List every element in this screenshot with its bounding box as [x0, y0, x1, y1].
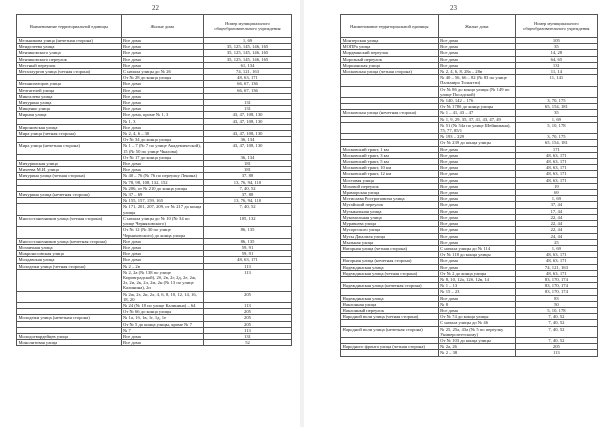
- cell-territory: Московский тракт, 12 км: [341, 171, 439, 177]
- cell-houses: № 8, 10, 12а, 12б, 12в, 14: [438, 276, 515, 282]
- cell-territory: [17, 269, 122, 291]
- cell-school-number: 35: [515, 44, 597, 50]
- cell-houses: С начала улицы до № 46: [438, 320, 515, 326]
- cell-school-number: 7, 40, 52: [515, 320, 597, 326]
- header-school-number: Номер муниципального общеобразовательного учреждения: [204, 15, 292, 38]
- cell-houses: Все дома: [438, 227, 515, 233]
- cell-houses: № 2 – 38: [438, 350, 515, 356]
- cell-school-number: 113: [204, 327, 292, 333]
- cell-territory: Московский тракт, 3 км: [341, 152, 439, 158]
- cell-school-number: 1, 69: [515, 245, 597, 251]
- cell-school-number: 59, 91: [204, 244, 292, 250]
- cell-school-number: 48, 63, 171: [515, 159, 597, 165]
- cell-territory: Моршанская улица: [341, 62, 439, 68]
- cell-school-number: 22, 44: [515, 227, 597, 233]
- cell-territory: Наклонная улица: [341, 301, 439, 307]
- table-row: [341, 326, 598, 337]
- cell-territory: Монолитовая улица: [17, 340, 122, 346]
- cell-houses: Все дома: [121, 124, 204, 130]
- cell-school-number: 86, 135: [204, 238, 292, 244]
- cell-school-number: 3, 70, 175: [515, 134, 597, 140]
- cell-school-number: 48, 63, 171: [204, 257, 292, 263]
- cell-houses: Все дома: [121, 87, 204, 93]
- cell-territory: Мечтателей улица: [17, 87, 122, 93]
- cell-territory: [17, 204, 122, 215]
- cell-houses: № 7: [121, 327, 204, 333]
- cell-houses: Все дома: [438, 38, 515, 44]
- table-row: [17, 69, 292, 75]
- cell-school-number: 7, 40, 52: [515, 337, 597, 343]
- table-row: [341, 350, 598, 356]
- cell-territory: [17, 291, 122, 302]
- cell-houses: С начала улицы до № 10 (№ 34 по улице Черняховского): [121, 215, 204, 226]
- cell-school-number: 35, 125, 145, 146, 165: [204, 56, 292, 62]
- cell-school-number: 48, 63, 171: [515, 171, 597, 177]
- cell-houses: № 1 – 41, 43 – 47: [438, 110, 515, 116]
- cell-school-number: 5, 10, 178: [515, 122, 597, 133]
- table-row: [17, 143, 292, 154]
- cell-territory: Морозный переулок: [341, 56, 439, 62]
- cell-school-number: 36, 134: [204, 154, 292, 160]
- cell-houses: № 171, 201, 207, 209, от № 217 до конца улицы: [121, 204, 204, 215]
- header-houses: Жилые дома: [438, 15, 515, 38]
- page-right: [304, 0, 604, 427]
- cell-houses: От № 103 до конца улицы: [438, 337, 515, 343]
- cell-houses: От № 17 до конца улицы: [121, 154, 204, 160]
- cell-school-number: 43, 47, 108, 130: [204, 131, 292, 137]
- cell-territory: Московский тракт, 1 км: [341, 146, 439, 152]
- page-left: [0, 0, 300, 427]
- cell-houses: Все дома, кроме № 1, 3: [121, 112, 204, 118]
- cell-houses: № 78, 98, 108, 132, 152: [121, 179, 204, 185]
- cell-school-number: 74, 121, 163: [204, 69, 292, 75]
- cell-school-number: 113: [204, 263, 292, 269]
- table-row: [17, 227, 292, 238]
- cell-territory: Мокроносовская улица: [17, 251, 122, 257]
- cell-school-number: 43, 47, 108, 130: [204, 118, 292, 124]
- cell-school-number: 19: [515, 183, 597, 189]
- cell-houses: № 8: [438, 301, 515, 307]
- cell-houses: Все дома: [438, 190, 515, 196]
- cell-territory: Мензиковского переулок: [17, 56, 122, 62]
- cell-school-number: 52: [204, 340, 292, 346]
- cell-houses: № 2 – 2в: [121, 263, 204, 269]
- table-row: [341, 270, 598, 276]
- cell-houses: № 37 – 69: [121, 192, 204, 198]
- cell-houses: Все дома: [438, 177, 515, 183]
- cell-school-number: 205: [204, 321, 292, 327]
- cell-houses: № 15 – 23: [438, 289, 515, 295]
- header-houses: Жилые дома: [121, 15, 204, 38]
- address-table: [16, 14, 292, 346]
- cell-school-number: 113: [204, 302, 292, 308]
- cell-houses: № 1 – 7 (№ 7 по улице Академической), 15 (№ 50 по улице Чкалова): [121, 143, 204, 154]
- cell-houses: № 51 (№ 54а по улице Шейнкмана), 75, 77, 85/1: [438, 122, 515, 133]
- cell-houses: Все дома: [438, 264, 515, 270]
- cell-school-number: 48, 63, 171: [515, 152, 597, 158]
- cell-houses: Все дома: [438, 159, 515, 165]
- cell-territory: [341, 122, 439, 133]
- cell-houses: От № 118 до конца улицы: [438, 252, 515, 258]
- cell-school-number: 1, 69: [515, 196, 597, 202]
- cell-school-number: 48, 63, 171: [515, 270, 597, 276]
- cell-houses: Все дома: [438, 50, 515, 56]
- cell-school-number: 5, 10, 178: [515, 307, 597, 313]
- cell-houses: № 193 – 229: [438, 134, 515, 140]
- cell-school-number: 64, 65: [515, 56, 597, 62]
- cell-territory: Мугайский переулок: [341, 202, 439, 208]
- cell-territory: Мичурина улица: [17, 100, 122, 106]
- table-row: [341, 69, 598, 75]
- cell-houses: Все дома: [438, 208, 515, 214]
- cell-school-number: 17, 44: [515, 208, 597, 214]
- cell-territory: Московская улица (четная сторона): [341, 69, 439, 75]
- cell-school-number: 24, 44: [515, 233, 597, 239]
- cell-houses: Все дома: [438, 165, 515, 171]
- cell-territory: Мищенко улица: [17, 106, 122, 112]
- cell-school-number: 1, 69: [204, 38, 292, 44]
- cell-territory: Мичуринская улица: [17, 161, 122, 167]
- cell-school-number: 66, 67, 136: [204, 87, 292, 93]
- cell-houses: Все дома: [121, 257, 204, 263]
- cell-houses: № 1, 3: [121, 118, 204, 124]
- cell-territory: Музыкальная улица: [341, 208, 439, 214]
- cell-territory: Московская улица (нечетная сторона): [341, 110, 439, 116]
- table-row: [17, 291, 292, 302]
- cell-territory: Мостовая улица: [341, 177, 439, 183]
- cell-territory: Мыльная улица: [341, 239, 439, 245]
- cell-territory: Мордвинский переулок: [341, 50, 439, 56]
- cell-territory: Наклонный переулок: [341, 307, 439, 313]
- cell-houses: Все дома: [438, 152, 515, 158]
- cell-territory: Мукомольная улица: [341, 214, 439, 220]
- cell-school-number: 86, 135: [204, 227, 292, 238]
- cell-school-number: 48, 63, 171: [515, 252, 597, 258]
- cell-school-number: 83, 170, 174: [515, 283, 597, 289]
- page-number: 23: [450, 4, 457, 12]
- cell-houses: № 1, 9, 29, 35, 37, 41, 43, 47, 49: [438, 116, 515, 122]
- cell-territory: Мельникова улица (нечетная сторона): [17, 38, 122, 44]
- cell-territory: Мозаичная улица: [17, 244, 122, 250]
- cell-houses: С начала улицы до № 26: [121, 69, 204, 75]
- cell-houses: Все дома: [121, 44, 204, 50]
- header-school-number: Номер муниципального общеобразовательного учреждения: [515, 15, 597, 38]
- cell-territory: [341, 75, 439, 86]
- cell-school-number: 48, 63, 171: [204, 75, 292, 81]
- cell-school-number: [515, 86, 597, 97]
- cell-territory: Михеева М.И. улица: [17, 167, 122, 173]
- cell-houses: Все дома: [438, 44, 515, 50]
- cell-houses: № 2, 4, 6, 8, 28а – 28в: [438, 69, 515, 75]
- cell-houses: Все дома: [121, 238, 204, 244]
- cell-houses: Все дома: [438, 307, 515, 313]
- cell-school-number: 43, 47, 108, 130: [204, 143, 292, 154]
- table-header-row: [341, 15, 598, 38]
- cell-school-number: 131: [204, 333, 292, 339]
- cell-territory: Молдавская улица: [17, 257, 122, 263]
- cell-houses: № 2, 4, 6 – 30: [121, 131, 204, 137]
- cell-houses: Все дома: [438, 171, 515, 177]
- cell-territory: Менделеева улица: [17, 44, 122, 50]
- cell-houses: Все дома: [438, 221, 515, 227]
- cell-territory: Молодежи улица (четная сторона): [17, 263, 122, 269]
- cell-territory: Мира улица (четная сторона): [17, 131, 122, 137]
- cell-school-number: 105: [515, 38, 597, 44]
- cell-territory: Народной воли улица (четная сторона): [341, 314, 439, 320]
- table-row: [341, 86, 598, 97]
- table-row: [17, 315, 292, 321]
- table-row: [17, 269, 292, 291]
- cell-territory: [341, 86, 439, 97]
- cell-school-number: 7, 40, 52: [204, 185, 292, 191]
- cell-houses: Все дома: [121, 93, 204, 99]
- cell-houses: Все дома: [438, 239, 515, 245]
- cell-school-number: 83, 170, 174: [515, 289, 597, 295]
- cell-houses: От № 74 до конца улицы: [438, 314, 515, 320]
- cell-houses: Все дома: [438, 196, 515, 202]
- cell-school-number: 7, 40, 52: [204, 204, 292, 215]
- cell-school-number: 1, 69: [515, 116, 597, 122]
- cell-houses: Все дома: [121, 333, 204, 339]
- cell-houses: С начала улицы до № 114: [438, 245, 515, 251]
- cell-houses: От № 5 до конца улицы, кроме № 7: [121, 321, 204, 327]
- cell-school-number: 35, 125, 145, 146, 165: [204, 50, 292, 56]
- cell-territory: Металлургов улица (четная сторона): [17, 69, 122, 75]
- cell-territory: Нагорная улица (нечетная сторона): [341, 258, 439, 264]
- table-header-row: [17, 15, 292, 38]
- page-number: 22: [152, 4, 159, 12]
- cell-houses: № 2а, 26: [438, 344, 515, 350]
- cell-houses: Все дома: [121, 244, 204, 250]
- cell-territory: Местный переулок: [17, 62, 122, 68]
- cell-territory: Надеждинская улица: [341, 264, 439, 270]
- cell-houses: От № 12 (№ 30 по улице Черняховского) до конца улицы: [121, 227, 204, 238]
- cell-school-number: 11, 14: [515, 69, 597, 75]
- cell-school-number: 69: [515, 190, 597, 196]
- cell-territory: Мензиковского улица: [17, 50, 122, 56]
- cell-houses: Все дома: [438, 56, 515, 62]
- cell-school-number: 83: [515, 295, 597, 301]
- cell-houses: № 155, 157, 159, 165: [121, 198, 204, 204]
- cell-territory: Молодежи улица (нечетная сторона): [17, 315, 122, 321]
- cell-houses: Все дома: [121, 38, 204, 44]
- table-row: [17, 204, 292, 215]
- cell-houses: Все дома: [438, 146, 515, 152]
- cell-school-number: 14, 28: [515, 50, 597, 56]
- cell-territory: Надеждинская улица (нечетная сторона): [341, 283, 439, 289]
- cell-school-number: 13, 76, 94, 110: [204, 179, 292, 185]
- cell-school-number: 113: [515, 350, 597, 356]
- cell-school-number: 11, 141: [515, 75, 597, 86]
- cell-territory: Мусоргского улица: [341, 227, 439, 233]
- cell-territory: Мусы Джалиля улица: [341, 233, 439, 239]
- cell-school-number: 131: [204, 100, 292, 106]
- cell-school-number: 37, 88: [204, 192, 292, 198]
- cell-territory: Народной воли улица (нечетная сторона): [341, 326, 439, 337]
- cell-houses: № 1 – 13: [438, 283, 515, 289]
- cell-territory: Мичурина улица (нечетная сторона): [17, 192, 122, 198]
- cell-houses: От № 239 до конца улицы: [438, 140, 515, 146]
- cell-territory: Многостаночников улица (четная сторона): [17, 215, 122, 226]
- cell-houses: Все дома: [438, 258, 515, 264]
- cell-houses: От № 34 до конца улицы: [121, 137, 204, 143]
- cell-houses: Все дома: [438, 295, 515, 301]
- cell-houses: Все дома: [121, 100, 204, 106]
- cell-houses: Все дома: [121, 62, 204, 68]
- cell-school-number: 37, 44: [515, 202, 597, 208]
- cell-territory: Мичурина улица (четная сторона): [17, 173, 122, 179]
- cell-houses: От № 178б до конца улицы: [438, 104, 515, 110]
- cell-school-number: 22, 44: [515, 221, 597, 227]
- cell-school-number: 181: [204, 167, 292, 173]
- cell-houses: Все дома: [121, 50, 204, 56]
- cell-territory: [341, 350, 439, 356]
- cell-school-number: 35: [515, 110, 597, 116]
- cell-school-number: 50: [515, 301, 597, 307]
- cell-school-number: 74, 121, 163: [515, 264, 597, 270]
- cell-houses: № 40 – 56, 66 – 82 (№ 83 по улице Пальмиро Тольятти): [438, 75, 515, 86]
- cell-school-number: 48, 63, 171: [515, 177, 597, 183]
- cell-school-number: 7, 40, 52: [515, 326, 597, 337]
- cell-territory: Московский тракт, 5 км: [341, 159, 439, 165]
- cell-houses: Все дома: [438, 183, 515, 189]
- cell-houses: От № 66 до конца улицы: [121, 309, 204, 315]
- cell-school-number: 113: [204, 269, 292, 291]
- cell-school-number: 59, 91: [204, 251, 292, 257]
- cell-houses: № 40 – 76 (№ 76 по переулку Ленина): [121, 173, 204, 179]
- cell-school-number: 171: [515, 146, 597, 152]
- cell-territory: Механизаторов улица: [17, 81, 122, 87]
- cell-territory: МОПРа улица: [341, 44, 439, 50]
- cell-houses: Все дома: [438, 233, 515, 239]
- cell-school-number: 37, 88: [204, 173, 292, 179]
- cell-school-number: 22, 44: [515, 214, 597, 220]
- cell-houses: Все дома: [438, 62, 515, 68]
- cell-territory: Мирная улица: [17, 112, 122, 118]
- cell-houses: № 24 (№ 18 по улице Калинина) – 64: [121, 302, 204, 308]
- cell-territory: Молодогвардейцев улица: [17, 333, 122, 339]
- table-row: [17, 215, 292, 226]
- cell-territory: Мраморская улица: [341, 190, 439, 196]
- cell-school-number: 66, 67, 136: [204, 81, 292, 87]
- cell-houses: Все дома: [121, 106, 204, 112]
- cell-houses: От № 2 до конца улицы: [438, 270, 515, 276]
- cell-school-number: 131: [515, 62, 597, 68]
- cell-territory: Многостаночников улица (нечетная сторона): [17, 238, 122, 244]
- cell-houses: № 2ж, 2з, 2и, 2л, 4, 6, 8, 10, 12, 14, 16, 18, 20: [121, 291, 204, 302]
- cell-houses: № 1а, 1б, 1в, 1г, 1д, 1е: [121, 315, 204, 321]
- cell-territory: [17, 227, 122, 238]
- cell-school-number: 7, 40, 52: [515, 314, 597, 320]
- cell-territory: Московский тракт, 10 км: [341, 165, 439, 171]
- cell-school-number: 205: [204, 315, 292, 321]
- cell-houses: № 140, 142 – 176: [438, 98, 515, 104]
- cell-school-number: 48, 63, 171: [515, 258, 597, 264]
- table-row: [341, 75, 598, 86]
- cell-houses: Все дома: [121, 167, 204, 173]
- cell-territory: Нагорная улица (четная сторона): [341, 245, 439, 251]
- cell-houses: Все дома: [438, 214, 515, 220]
- cell-territory: Надеждинская улица: [341, 295, 439, 301]
- cell-houses: № 2, 2а (№ 138 по улице Кировградской), 2б, 2в, 2г, 2д, 2е, 2ж, 2з, 2и, 2к, 2л, 2м, 2н (№ 13 по улице Калинина), 2п: [121, 269, 204, 291]
- table-row: [17, 340, 292, 346]
- cell-school-number: 205: [204, 291, 292, 302]
- cell-school-number: 48, 63, 171: [515, 165, 597, 171]
- cell-school-number: 83, 170, 174: [515, 276, 597, 282]
- cell-school-number: 205: [204, 309, 292, 315]
- table-row: [17, 173, 292, 179]
- cell-territory: Монтерская улица: [341, 38, 439, 44]
- cell-houses: № 206, от № 210 до конца улицы: [121, 185, 204, 191]
- table-row: [341, 245, 598, 251]
- table-row: [341, 314, 598, 320]
- cell-territory: Надеждинская улица (четная сторона): [341, 270, 439, 276]
- cell-houses: Все дома: [121, 340, 204, 346]
- cell-houses: Все дома: [121, 161, 204, 167]
- cell-school-number: 131: [204, 106, 292, 112]
- cell-houses: Все дома: [121, 251, 204, 257]
- cell-school-number: 61, 134: [204, 62, 292, 68]
- cell-territory: Мироновская улица: [17, 124, 122, 130]
- cell-school-number: 65, 154, 181: [515, 104, 597, 110]
- cell-school-number: 3, 70, 175: [515, 98, 597, 104]
- cell-school-number: 181: [204, 161, 292, 167]
- cell-school-number: 65, 154, 181: [515, 140, 597, 146]
- cell-territory: Мингалева улица: [17, 93, 122, 99]
- cell-school-number: 105, 132: [204, 215, 292, 226]
- cell-school-number: 205: [515, 344, 597, 350]
- cell-territory: Моховой переулок: [341, 183, 439, 189]
- cell-school-number: 35, 125, 145, 146, 165: [204, 44, 292, 50]
- cell-school-number: 36, 134: [204, 137, 292, 143]
- address-table: [340, 14, 598, 357]
- cell-territory: Мстислава Ростроповича улица: [341, 196, 439, 202]
- cell-territory: Муравьева улица: [341, 221, 439, 227]
- cell-houses: № 25, 25а, 43а (№ 5 по переулку Университетскому): [438, 326, 515, 337]
- header-territory: Наименование территориальной единицы: [17, 15, 122, 38]
- cell-houses: Все дома: [121, 56, 204, 62]
- cell-houses: Все дома: [438, 202, 515, 208]
- cell-territory: Мира улица (нечетная сторона): [17, 143, 122, 154]
- cell-school-number: 13, 76, 94, 110: [204, 198, 292, 204]
- cell-school-number: 25: [515, 239, 597, 245]
- cell-territory: Народного фронта улица (четная сторона): [341, 344, 439, 350]
- cell-houses: Все дома: [121, 81, 204, 87]
- header-territory: Наименование территориальной единицы: [341, 15, 439, 38]
- table-row: [341, 122, 598, 133]
- cell-houses: От № 86 до конца улицы (№ 149 по улице Посадской): [438, 86, 515, 97]
- cell-houses: От № 28 до конца улицы: [121, 75, 204, 81]
- cell-school-number: 43, 47, 108, 130: [204, 112, 292, 118]
